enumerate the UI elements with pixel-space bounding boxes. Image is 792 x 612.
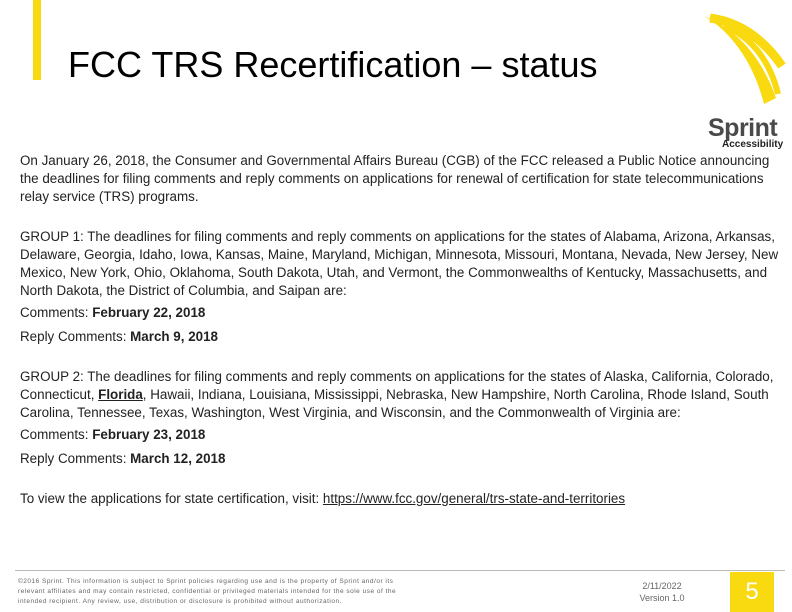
group2-comments-label: Comments: — [20, 427, 93, 442]
fcc-trs-link[interactable]: https://www.fcc.gov/general/trs-state-and-territories — [322, 491, 626, 506]
group1-reply-date: March 9, 2018 — [130, 329, 218, 344]
footer-date: 2/11/2022 — [642, 581, 682, 591]
group1-comments-label: Comments: — [20, 305, 93, 320]
group2-text-c: Texas, Washington, West Virginia, and Wisconsin, and the Commonwealth of Virginia are: — [145, 405, 681, 420]
footer-version: Version 1.0 — [639, 593, 685, 603]
view-applications-line — [20, 490, 788, 508]
footer-divider — [15, 570, 785, 571]
page-number: 5 — [730, 572, 774, 612]
group1-reply — [20, 328, 788, 346]
group1-label: GROUP 1 — [20, 229, 81, 244]
group2-comments-date: February 23, 2018 — [92, 427, 206, 442]
footer-legal: ©2016 Sprint. This information is subject to Sprint policies regarding use and is the property of Sprint and/or its relevant affiliates and may contain restricted, confidential or privileged materials intended for the sole use of the intended recipient. Any review, use, distribution or disclosure is prohibited without authorization. — [18, 578, 397, 605]
group1-reply-label: Reply Comments: — [20, 329, 131, 344]
slide-body — [20, 152, 788, 508]
group2-reply-date: March 12, 2018 — [130, 451, 226, 466]
sprint-tagline: Accessibility — [722, 139, 784, 150]
group1-paragraph — [20, 228, 788, 300]
spacer — [20, 346, 788, 368]
intro-paragraph: On January 26, 2018, the Consumer and Governmental Affairs Bureau (CGB) of the FCC released a Public Notice announcing the deadlines for filing comments and reply comments on applications for renewal of certification for state telecommunications relay service (TRS) programs. — [20, 153, 770, 204]
title-accent-bar — [33, 0, 41, 80]
group2-comments — [20, 426, 788, 444]
group1-text: : The deadlines for filing comments and reply comments on applications for the states of Alabama, Arizona, Arkansas, Delaware, Georgia, Idaho, Iowa, Kansas, Maine, Maryland, Michigan, Minnesota, Missouri, Montana, Nevada, New Jersey, New Mexico, New York, Ohio, Oklahoma, South Dakota, Utah, and Vermont, the Commonwealths of Kentucky, Massachusetts, and North Dakota, the District of Columbia, and Saipan are: — [20, 229, 779, 298]
group1-comments-date: February 22, 2018 — [92, 305, 206, 320]
group2-reply — [20, 450, 788, 468]
sprint-swoosh-icon — [690, 8, 790, 113]
sprint-logo — [690, 8, 790, 153]
group2-text-a: : The deadlines for filing comments and reply comments on applications for the states of Alaska, California, Colorado, Connecticut, — [20, 369, 774, 402]
group2-text-b: , Hawaii, Indiana, Louisiana, Mississippi, Nebraska, New Hampshire, North Carolina, Rhode Island, South Carolina, Tennessee, — [20, 387, 769, 420]
group1-comments — [20, 304, 788, 322]
footer-meta — [622, 580, 702, 604]
florida-highlight: Florida — [98, 387, 143, 402]
view-text: To view the applications for state certification, visit: — [20, 491, 323, 506]
group2-paragraph — [20, 368, 788, 422]
group2-reply-label: Reply Comments: — [20, 451, 131, 466]
group2-label: GROUP 2 — [20, 369, 81, 384]
slide-title: FCC TRS Recertification – status — [68, 44, 598, 85]
sprint-wordmark: Sprint — [708, 114, 778, 142]
spacer — [20, 468, 788, 490]
